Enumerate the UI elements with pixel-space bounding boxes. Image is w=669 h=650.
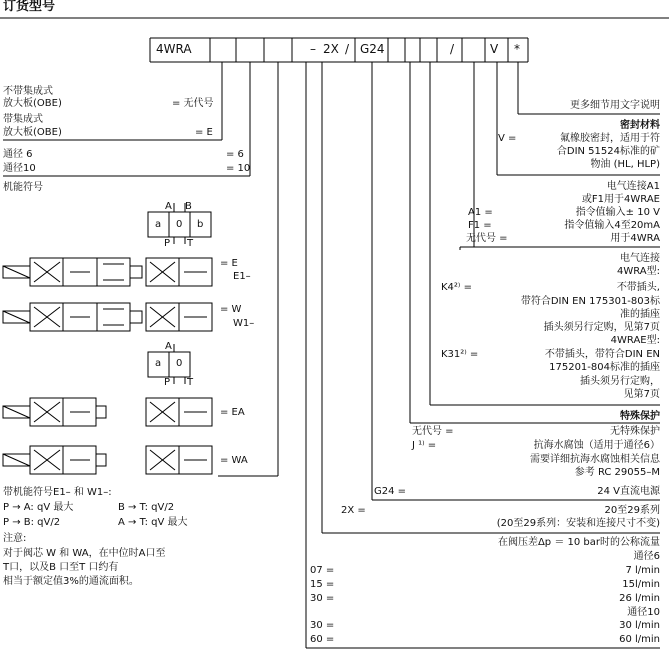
symbol-w-right <box>146 303 212 331</box>
ec-sub: 4WRA型: <box>616 266 660 277</box>
symbol-w-left <box>3 303 142 331</box>
flow-30a-code: 30 = <box>310 593 335 604</box>
port-a-label: A <box>165 201 172 212</box>
port-p-label-2: P <box>164 377 171 388</box>
k31-line4: 见第7页 <box>623 389 660 400</box>
flow-15-value: 15l/min <box>622 579 660 590</box>
obe-yes-value: = E <box>195 127 213 138</box>
k31-line3: 插头须另行定购， <box>580 376 660 387</box>
k31-line1: 不带插头，带符合DIN EN <box>544 349 660 360</box>
f1-desc: 指令值输入4至20mA <box>564 220 660 231</box>
ec1-heading-2: 或F1用于4WRAE <box>581 194 660 205</box>
flow-07-code: 07 = <box>310 565 335 576</box>
code-type: 4WRA <box>156 42 192 56</box>
note-heading: 带机能符号E1– 和 W1–: <box>3 487 112 498</box>
k4-line1: 不带插头, <box>616 282 660 293</box>
series-code: 2X = <box>341 505 366 516</box>
port-t-label-2: T <box>187 377 194 388</box>
page-title: 订货型号 <box>3 0 56 14</box>
code-dash: – <box>310 42 316 56</box>
seal-heading: 密封材料 <box>620 120 660 131</box>
symbol-ea-left <box>3 398 106 426</box>
flow-07-value: 7 l/min <box>625 565 660 576</box>
seal-line1: 氟橡胶密封，适用于符 <box>560 133 660 144</box>
sym-e1: E1– <box>233 271 251 282</box>
more-details: 更多细节用文字说明 <box>570 100 660 111</box>
sym-ea: = EA <box>220 407 245 418</box>
k31-line2: 175201-804标准的插座 <box>549 362 660 373</box>
box-0: 0 <box>176 219 183 230</box>
seal-line3: 物油 (HL, HLP) <box>590 159 660 170</box>
ec1-heading: 电气连接A1 <box>606 181 660 192</box>
note-line2: T口，以及B 口至T 口约有 <box>3 562 119 573</box>
obe-yes-line1: 带集成式 <box>3 114 43 125</box>
k4-line5: 4WRAE型: <box>610 335 660 346</box>
g24-code: G24 = <box>374 486 407 497</box>
symbol-wa-left <box>3 446 106 474</box>
nocode-code: 无代号 = <box>466 233 508 244</box>
obe-no-line1: 不带集成式 <box>3 86 53 97</box>
symbol-e-left <box>3 258 142 286</box>
a1-code: A1 = <box>468 207 493 218</box>
k4-code: K4²⁾ = <box>441 282 472 293</box>
f1-code: F1 = <box>468 220 492 231</box>
box-b: b <box>197 219 204 230</box>
flow-heading: 在阀压差Δp ＝ 10 bar时的公称流量 <box>497 537 660 548</box>
symbol-ea-right <box>146 398 212 426</box>
prot-none-code: 无代号 = <box>412 426 454 437</box>
note-line1: 对于阀芯 W 和 WA，在中位时A口至 <box>3 548 166 559</box>
seal-line2: 合DIN 51524标准的矿 <box>556 146 660 157</box>
flow-15-code: 15 = <box>310 579 335 590</box>
flow-b-t: B → T: qV/2 <box>118 502 175 513</box>
flow-ng6: 通径6 <box>633 551 660 562</box>
ng6-value: = 6 <box>226 149 244 160</box>
k4-line3: 准的插座 <box>620 309 660 320</box>
symbols-heading: 机能符号 <box>3 182 43 193</box>
flow-a-t: A → T: qV 最大 <box>118 517 188 528</box>
prot-j-line1: 抗海水腐蚀（适用于通径6） <box>533 440 660 451</box>
prot-j-code: J ¹⁾ = <box>412 440 437 451</box>
ec-heading: 电气连接 <box>620 253 660 264</box>
series-desc-2: (20至29系列：安装和连接尺寸不变) <box>496 518 660 529</box>
sym-w: = W <box>220 304 242 315</box>
obe-no-line2: 放大板(OBE) <box>3 98 62 109</box>
obe-yes-line2: 放大板(OBE) <box>3 127 62 138</box>
prot-j-line3: 参考 RC 29055–M <box>574 467 660 478</box>
note-line3: 相当于额定值3%的通流面积。 <box>3 576 139 587</box>
box-0-2: 0 <box>176 358 183 369</box>
flow-ng10: 通径10 <box>627 607 660 618</box>
flow-p-a: P → A: qV 最大 <box>3 502 74 513</box>
ng6-label: 通径 6 <box>3 149 33 160</box>
sym-wa: = WA <box>220 455 248 466</box>
nocode-desc: 用于4WRA <box>610 233 660 244</box>
code-series: 2X <box>323 42 339 56</box>
obe-no-value: = 无代号 <box>172 98 214 109</box>
port-a-label-2: A <box>165 341 172 352</box>
ng10-value: = 10 <box>226 163 251 174</box>
symbol-wa-right <box>146 446 212 474</box>
port-p-label: P <box>164 238 171 249</box>
k4-line2: 带符合DIN EN 175301-803标 <box>520 296 660 307</box>
flow-p-b: P → B: qV/2 <box>3 517 61 528</box>
code-slash-2: / <box>450 42 455 56</box>
prot-none-desc: 无特殊保护 <box>610 426 660 437</box>
seal-v: V = <box>498 133 517 144</box>
code-seal: V <box>490 42 499 56</box>
flow-60-value: 60 l/min <box>619 634 660 645</box>
flow-30b-code: 30 = <box>310 620 335 631</box>
flow-60-code: 60 = <box>310 634 335 645</box>
flow-30a-value: 26 l/min <box>619 593 660 604</box>
sym-w1: W1– <box>233 318 255 329</box>
symbol-e-right <box>146 258 212 286</box>
note-label: 注意: <box>3 533 27 544</box>
port-b-label: B <box>185 201 192 212</box>
code-more: * <box>514 42 520 56</box>
box-a-2: a <box>155 358 162 369</box>
code-voltage: G24 <box>360 42 385 56</box>
port-t-label: T <box>187 238 194 249</box>
sym-e: = E <box>220 258 238 269</box>
a1-desc: 指令值输入± 10 V <box>575 207 660 218</box>
k31-code: K31²⁾ = <box>441 349 479 360</box>
prot-heading: 特殊保护 <box>620 411 660 422</box>
flow-30b-value: 30 l/min <box>619 620 660 631</box>
code-slash-1: / <box>345 42 350 56</box>
ng10-label: 通径10 <box>3 163 36 174</box>
box-a: a <box>155 219 162 230</box>
series-desc: 20至29系列 <box>604 505 660 516</box>
k4-line4: 插头须另行定购，见第7页 <box>543 322 660 333</box>
g24-desc: 24 V直流电源 <box>597 486 660 497</box>
prot-j-line2: 需要详细抗海水腐蚀相关信息 <box>530 454 660 465</box>
